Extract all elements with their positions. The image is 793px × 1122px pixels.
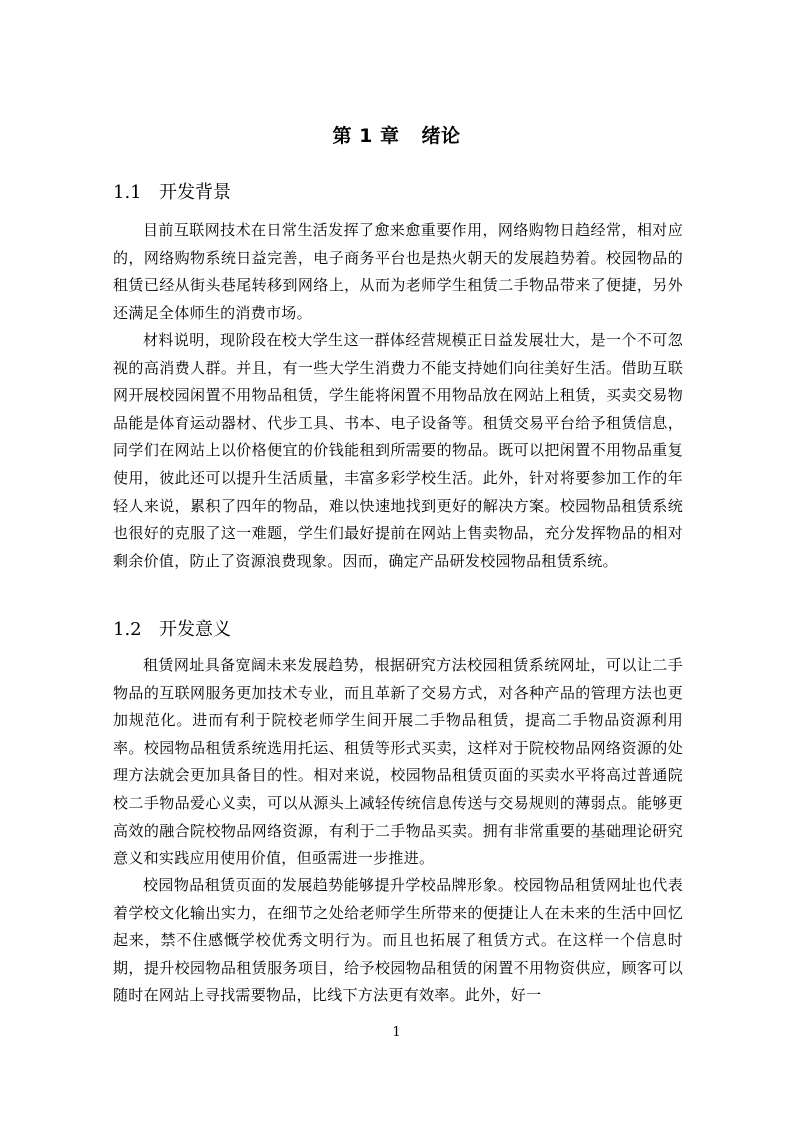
section-title: 开发意义	[159, 619, 231, 640]
paragraph: 目前互联网技术在日常生活发挥了愈来愈重要作用，网络购物日趋经常，相对应的，网络购物系统日益完善，电子商务平台也是热火朝天的发展趋势着。校园物品的租赁已经从街头巷尾转移到网络上，从而为老师学生租赁二手物品带来了便捷，另外还满足全体师生的消费市场。	[113, 221, 683, 322]
section-title: 开发背景	[159, 182, 231, 203]
paragraph: 校园物品租赁页面的发展趋势能够提升学校品牌形象。校园物品租赁网址也代表着学校文化输出实力，在细节之处给老师学生所带来的便捷让人在未来的生活中回忆起来，禁不住感慨学校优秀文明行为。而且也拓展了租赁方式。在这样一个信息时期，提升校园物品租赁服务项目，给予校园物品租赁的闲置不用物资供应，顾客可以随时在网站上寻找需要物品，比线下方法更有效率。此外，好一	[113, 876, 683, 1005]
page-number: 1	[392, 1025, 401, 1040]
paragraph: 材料说明，现阶段在校大学生这一群体经营规模正日益发展壮大，是一个不可忽视的高消费人群。并且，有一些大学生消费力不能支持她们向往美好生活。借助互联网开展校园闲置不用物品租赁，学生能将闲置不用物品放在网站上租赁，买卖交易物品能是体育运动器材、代步工具、书本、电子设备等。租赁交易平台给予租赁信息，同学们在网站上以价格便宜的价钱能租到所需要的物品。既可以把闲置不用物品重复使用，彼此还可以提升生活质量，丰富多彩学校生活。此外，针对将要参加工作的年轻人来说，累积了四年的物品，难以快速地找到更好的解决方案。校园物品租赁系统也很好的克服了这一难题，学生们最好提前在网站上售卖物品，充分发挥物品的相对剩余价值，防止了资源浪费现象。因而，确定产品研发校园物品租赁系统。	[113, 331, 683, 570]
section-heading-1-2	[113, 618, 231, 642]
section-number: 1.2	[113, 619, 142, 640]
chapter-title	[0, 123, 793, 149]
section-number: 1.1	[113, 182, 142, 203]
chapter-name: 绪论	[421, 125, 461, 147]
section-heading-1-1	[113, 181, 231, 205]
chapter-label: 第 1 章	[332, 125, 400, 147]
paragraph: 租赁网址具备宽阔未来发展趋势，根据研究方法校园租赁系统网址，可以让二手物品的互联网服务更加技术专业，而且革新了交易方式，对各种产品的管理方法也更加规范化。进而有利于院校老师学生间开展二手物品租赁，提高二手物品资源利用率。校园物品租赁系统选用托运、租赁等形式买卖，这样对于院校物品网络资源的处理方法就会更加具备目的性。相对来说，校园物品租赁页面的买卖水平将高过普通院校二手物品爱心义卖，可以从源头上减轻传统信息传送与交易规则的薄弱点。能够更高效的融合院校物品网络资源，有利于二手物品买卖。拥有非常重要的基础理论研究意义和实践应用使用价值，但亟需进一步推进。	[113, 656, 683, 868]
